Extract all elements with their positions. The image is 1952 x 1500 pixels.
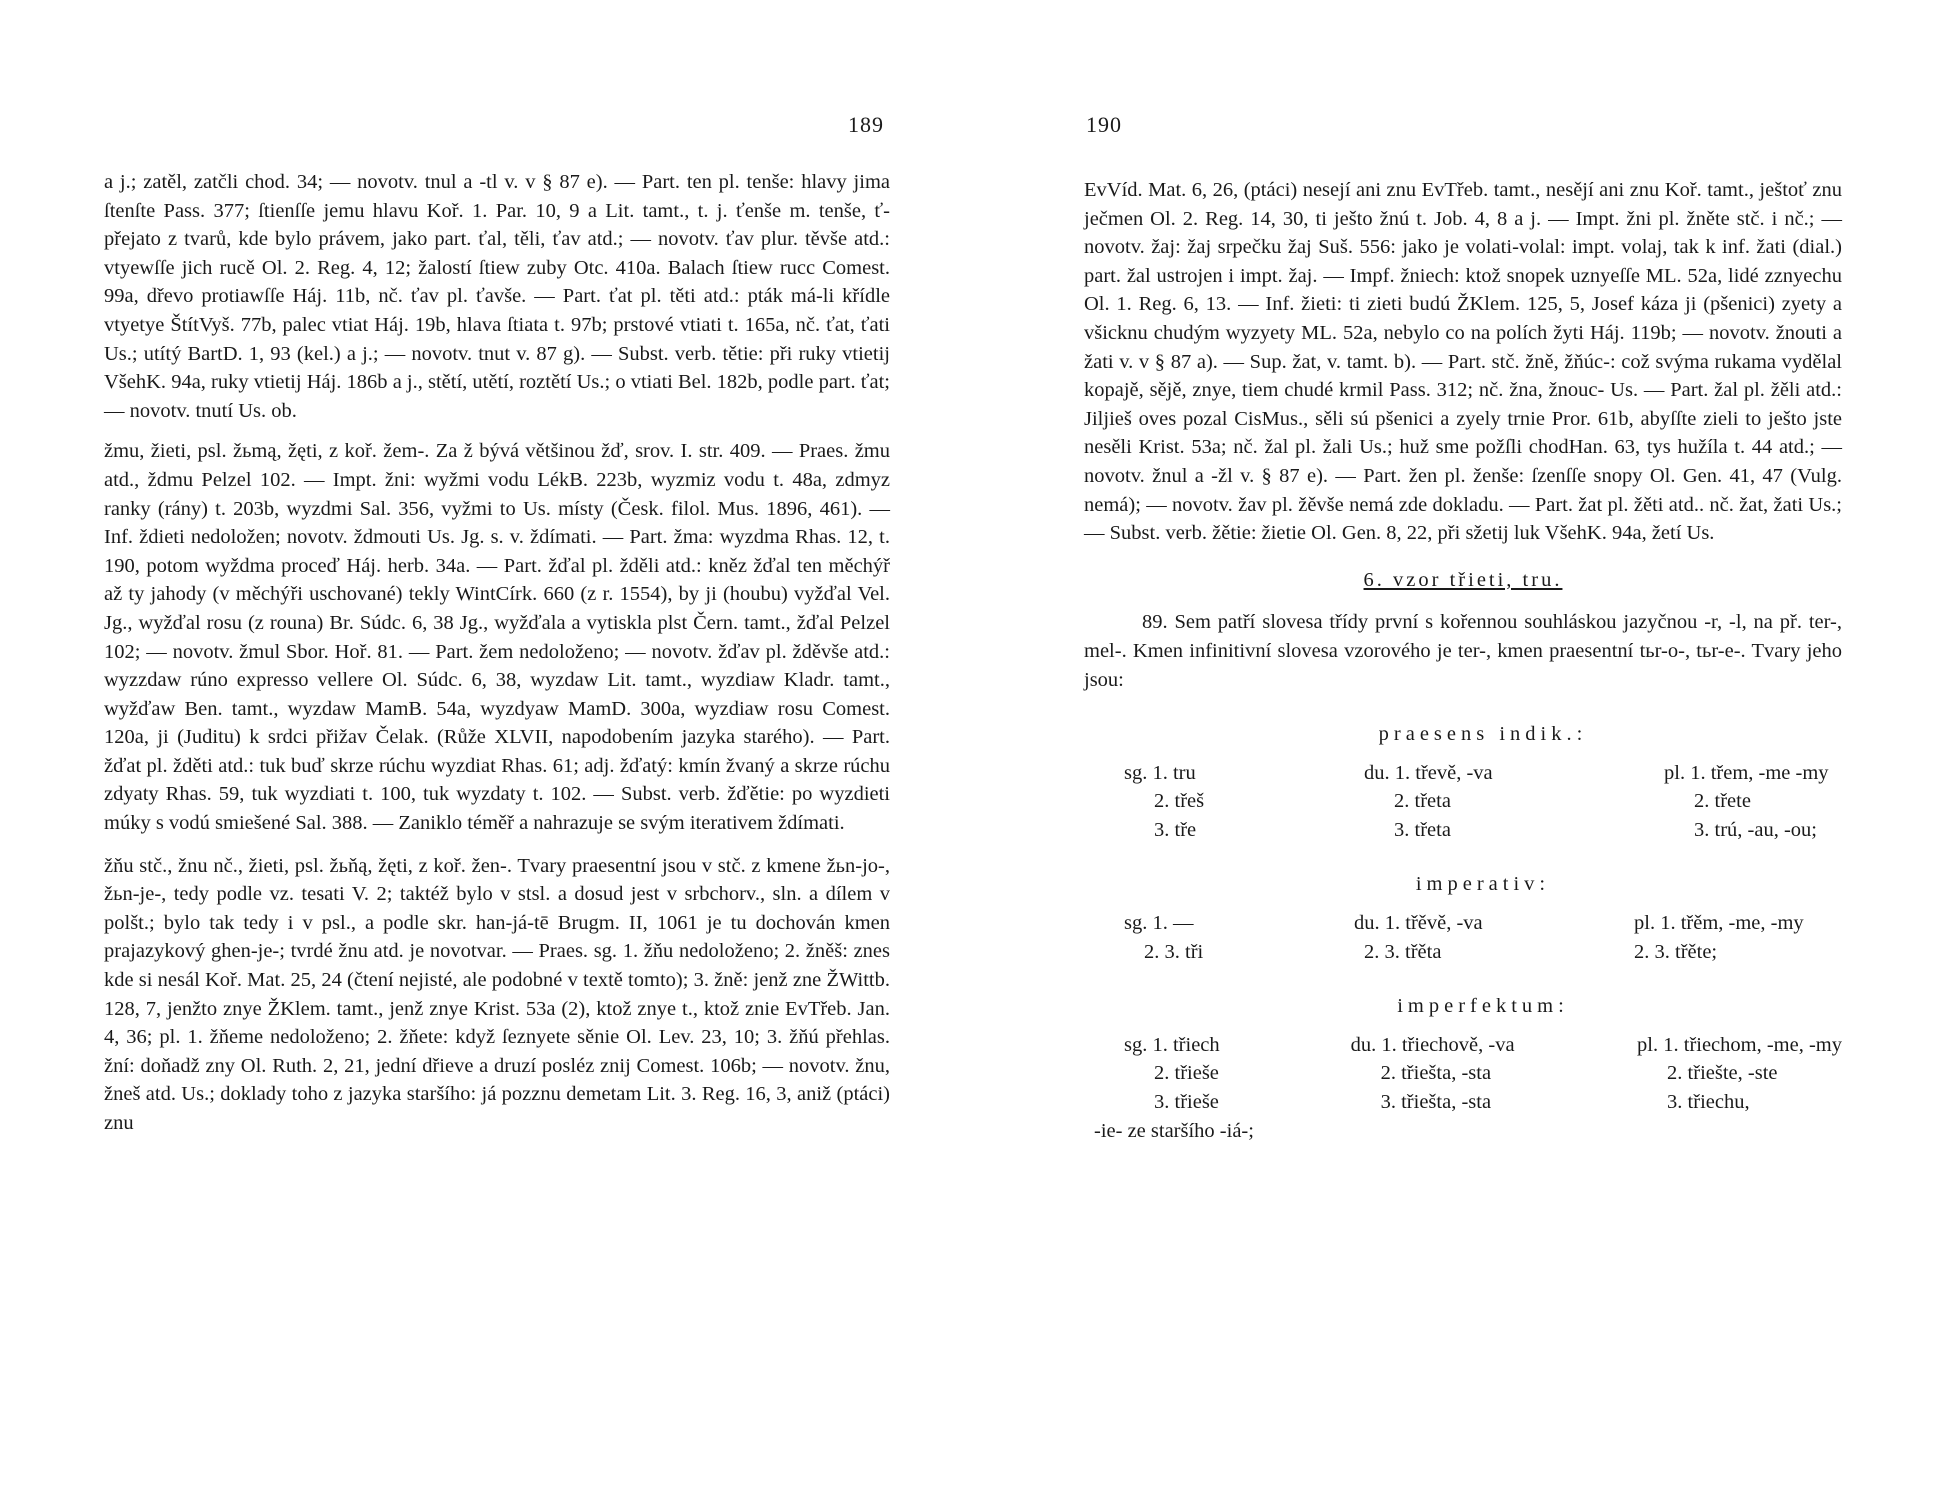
paragraph: a j.; zatěl, zatčli chod. 34; — novotv. tnul a -tl v. v § 87 e). — Part. ten pl. tenše: hlavy jima ſtenſte Pass. 377; ſtienſſe jemu hlavu Koř. 1. Par. 10, 9 a Lit. tamt., t. j. ťenše m. tenše, ť- přejato z tvarů, kde bylo právem, jako part. ťal, těli, ťav atd.; — novotv. ťav plur. těvše atd.: vtyewſſe jich rucě Ol. 2. Reg. 4, 12; žalostí ſtiew zuby Otc. 410a. Balach ſtiew rucc Comest. 99a, dřevo protiawſſe Háj. 11b, nč. ťav pl. ťavše. — Part. ťat pl. těti atd.: pták má-li křídle vtyetye ŠtítVyš. 77b, palec vtiat Háj. 19b, hlava ſtiata t. 97b; prstové vtiati t. 165a, nč. ťat, ťati Us.; utítý BartD. 1, 93 (kel.) a j.; — novotv. tnut v. 87 g). — Subst. verb. tětie: při ruky vtietij VšehK. 94a, ruky vtietij Háj. 186b a j., stětí, utětí, roztětí Us.; o vtiati Bel. 182b, podle part. ťat; — novotv. tnutí Us. ob.	[104, 171, 890, 422]
paradigm-note: -ie- ze staršího -iá-;	[1094, 1119, 1254, 1142]
paradigm-cell-sg: 3. třieše	[1154, 1091, 1219, 1114]
paradigm-cell-pl: 2. 3. třěte;	[1634, 940, 1718, 963]
paradigm-cell-pl: pl. 1. třiechom, -me, -my	[1637, 1033, 1842, 1056]
paradigm-cell-pl: 2. třete	[1694, 790, 1751, 813]
paradigm-table-imperfektum	[1084, 1031, 1842, 1117]
paradigm-cell-pl: pl. 1. třem, -me -my	[1664, 761, 1829, 784]
paradigm-heading: praesens indik.:	[1378, 723, 1588, 746]
paragraph: EvVíd. Mat. 6, 26, (ptáci) nesejí ani znu EvTřeb. tamt., nesějí ani znu Koř. tamt., ještoť znu ječmen Ol. 2. Reg. 14, 30, ti ješto žnú t. Job. 4, 8 a j. — Impt. žni pl. žněte stč. i nč.; — novotv. žaj: žaj srpečku žaj Suš. 556: jako je volati-volal: impt. volaj, tak k inf. žati (dial.) part. žal ustrojen i impt. žaj. — Impf. žniech: ktož snopek uznyeſſe ML. 52a, lidé zznyechu Ol. 1. Reg. 6, 13. — Inf. žieti: ti zieti budú ŽKlem. 125, 5, Josef káza ji (pšenici) zyety a všicknu chudým wyzyety ML. 52a, nebylo co na polích žyti Háj. 119b; — novotv. žnouti a žati v. v § 87 a). — Sup. žat, v. tamt. b). — Part. stč. žně, žňúc-: což svýma rukama vydělal kopajě, sějě, znye, tiem chudé krmil Pass. 312; nč. žna, žnouc- Us. — Part. žal pl. žěli atd.: Jiljieš oves pozal CisMus., sěli sú pšenici a zyely trnie Pror. 61b, abyſſte zieli to ješto jste nesěli Krist. 53a; nč. žal pl. žali Us.; huž sme požſli chodHan. 63, tys hužíla t. 44 atd.; — novotv. žnul a -žl v. § 87 e). — Part. žen pl. ženše: ſzenſſe snopy Ol. Gen. 41, 47 (Vulg. nemá); — novotv. žav pl. žěvše nemá zde dokladu. — Part. žat pl. žěti atd.. nč. žat, žati Us.; — Subst. verb. žětie: žietie Ol. Gen. 8, 22, při sžetij luk VšehK. 94a, žetí Us.	[1084, 179, 1842, 545]
paradigm-cell-du: 3. třiešta, -sta	[1380, 1091, 1492, 1114]
paragraph: žňu stč., žnu nč., žieti, psl. žьňą, žęti, z koř. žen-. Tvary praesentní jsou v stč. z kmene žьn-jo-, žьn-je-, tedy podle vz. tesati V. 2; taktéž bylo v stsl. a dosud jest v srbchorv., sln. a dílem v polšt.; bylo tak tedy i v psl., a podle skr. han-já-tē Brugm. II, 1061 je tu dochován kmen prajazykový ghen-je-; tvrdé žnu atd. je novotvar. — Praes. sg. 1. žňu nedoloženo; 2. žněš: znes kde si nesál Koř. Mat. 25, 24 (čtení nejisté, ale podobné v textě tomto); 3. žně: jenž zne ŽWittb. 128, 7, jenžto znye ŽKlem. tamt., jenž znye Krist. 53a (2), ktož znye t., ktož znie EvTřeb. Jan. 4, 36; pl. 1. žňeme nedoloženo; 2. žňete: když ſeznyete sěnie Ol. Lev. 23, 10; 3. žňú přehlas. žní: doňadž zny Ol. Ruth. 2, 21, jední dřieve a druzí posléz znij Comest. 106b; — novotv. žnu, žneš atd. Us.; doklady toho z jazyka staršího: já pozznu demetam Lit. 3. Reg. 16, 3, aniž (ptáci) znu	[104, 854, 890, 1134]
left-text-block	[104, 168, 890, 1152]
paradigm-cell-sg: 2. třeš	[1154, 790, 1205, 813]
paradigm-row	[1084, 938, 1842, 967]
paradigm-cell-du: du. 1. třiechově, -va	[1350, 1033, 1515, 1056]
paradigm-row	[1084, 909, 1842, 938]
paradigm-cell-du: 3. třeta	[1394, 818, 1451, 841]
paradigm-cell-sg: 3. tře	[1154, 818, 1197, 841]
paradigm-cell-du: 2. 3. třěta	[1364, 940, 1442, 963]
paradigm-cell-pl: 2. třiešte, -ste	[1667, 1062, 1778, 1085]
paragraph: žmu, žieti, psl. žьmą, žęti, z koř. žem-. Za ž bývá většinou žď, srov. I. str. 409. — Praes. žmu atd., ždmu Pelzel 102. — Impt. žni: wyžmi vodu LékB. 223b, wyzmiz vodu t. 48a, zdmyz ranky (rány) t. 203b, wyzdmi Sal. 356, vyžmi to Us. místy (Česk. filol. Mus. 1896, 461). — Inf. ždieti nedoložen; novotv. ždmouti Us. Jg. s. v. ždímati. — Part. žma: wyzdma Rhas. 12, t. 190, potom wyždma proceď Háj. herb. 34a. — Part. žďal pl. žděli atd.: kněz žďal ten měchýř až ty jahody (v měchýři uschované) tekly WintCírk. 660 (z r. 1554), by ji (houbu) vyžďal Vel. Jg., wyžďal rosu (z rouna) Br. Súdc. 6, 38 Jg., wyžďala a vytiskla plst Čern. tamt., žďal Pelzel 102; — novotv. žmul Sbor. Hoř. 81. — Part. žem nedoloženo; — novotv. žďav pl. žděvše atd.: wyzzdaw rúno expresso vellere Ol. Súdc. 6, 38, wyzdaw Lit. tamt., wyzdiaw Kladr. tamt., wyžďaw Ben. tamt., wyzdaw MamB. 54a, wyzdyaw MamD. 300a, wyzdiaw rosu Comest. 120a, ji (Juditu) k srdci přižav Čelak. (Růže XLVII, napodobením jazyka starého). — Part. žďat pl. žděti atd.: tuk buď skrze rúchu wyzdiat Rhas. 61; adj. žďatý: kmín žvaný a skrze rúchu zdyaty Rhas. 59, tuk wyzdiati t. 100, tuk wyzdaty t. 102. — Subst. verb. žďětie: po wyzdieti múky s vodú smiešené Sal. 388. — Zaniklo téměř a nahrazuje se svým iterativem ždímati.	[104, 440, 890, 835]
paradigm-cell-sg: sg. 1. třiech	[1124, 1033, 1220, 1056]
paradigm-table-praesens	[1084, 759, 1842, 845]
paradigm-row	[1084, 816, 1842, 845]
paradigm-cell-sg: 2. třieše	[1154, 1062, 1219, 1085]
paradigm-cell-du: du. 1. třěvě, -va	[1354, 912, 1483, 935]
section-paragraph: 89. Sem patří slovesa třídy první s kořennou souhláskou jazyčnou -r, -l, na př. ter-, mel-. Kmen infinitivní slovesa vzorového je ter-, kmen praesentní tьr-o-, tьr-e-. Tvary jeho jsou:	[1084, 611, 1842, 691]
paradigm-cell-du: 2. třeta	[1394, 790, 1451, 813]
right-text-block	[1084, 176, 1842, 1145]
paradigm-cell-sg: sg. 1. tru	[1124, 761, 1196, 784]
paradigm-row	[1084, 759, 1842, 788]
section-title: 6. vzor třieti, tru.	[1363, 568, 1563, 591]
paradigm-cell-pl: pl. 1. třěm, -me, -my	[1634, 912, 1804, 935]
paradigm-heading: imperativ:	[1415, 873, 1551, 896]
paradigm-row	[1084, 1031, 1842, 1060]
paradigm-cell-du: 2. třiešta, -sta	[1380, 1062, 1492, 1085]
page-number-right: 190	[1086, 112, 1122, 137]
paradigm-table-imperativ	[1084, 909, 1842, 966]
paradigm-cell-du: du. 1. třevě, -va	[1364, 761, 1493, 784]
paradigm-heading: imperfektum:	[1397, 995, 1569, 1018]
paradigm-row	[1084, 1088, 1842, 1117]
paradigm-row	[1084, 1059, 1842, 1088]
paradigm-cell-pl: 3. trú, -au, -ou;	[1694, 818, 1817, 841]
page-number-left: 189	[848, 112, 884, 137]
right-page	[976, 0, 1952, 1500]
paradigm-cell-sg: sg. 1. —	[1124, 912, 1194, 935]
paradigm-row	[1084, 787, 1842, 816]
paradigm-cell-pl: 3. třiechu,	[1667, 1091, 1750, 1114]
paradigm-cell-sg: 2. 3. tři	[1144, 940, 1204, 963]
